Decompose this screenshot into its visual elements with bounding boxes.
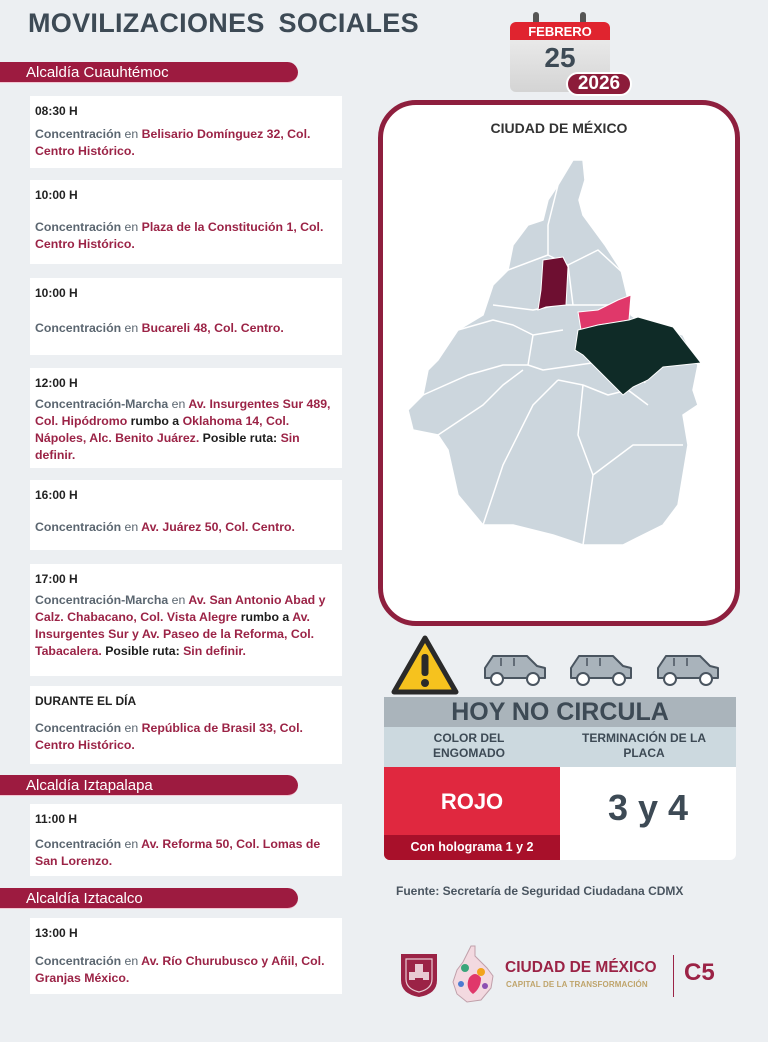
section-header-iztacalco: Alcaldía Iztacalco bbox=[0, 888, 298, 909]
event-description: Concentración en Av. Río Churubusco y Añil, Col. Granjas México. bbox=[35, 954, 325, 985]
cdmx-shield-logo bbox=[399, 952, 439, 998]
event-card bbox=[30, 278, 342, 355]
event-description: Concentración-Marcha en Av. San Antonio Abad y Calz. Chabacano, Col. Vista Alegre rumbo a Av. Insurgentes Sur y Av. Paseo de la Reforma, Col. Tabacalera. Posible ruta: Sin definir. bbox=[35, 593, 326, 658]
event-description: Concentración en Plaza de la Constitución 1, Col. Centro Histórico. bbox=[35, 220, 324, 251]
cdmx-map bbox=[383, 105, 735, 621]
warning-icon bbox=[390, 634, 460, 696]
event-card bbox=[30, 804, 342, 876]
sticker-color: ROJO bbox=[440, 789, 504, 814]
event-time: DURANTE EL DÍA bbox=[35, 694, 137, 708]
sticker-color-box bbox=[384, 767, 560, 860]
event-card bbox=[30, 918, 342, 994]
cdmx-map-logo bbox=[451, 944, 495, 1004]
cdmx-logo-title: CIUDAD DE MÉXICO bbox=[505, 959, 657, 976]
hoy-no-circula-title: HOY NO CIRCULA bbox=[384, 697, 736, 727]
event-description: Concentración-Marcha en Av. Insurgentes Sur 489, Col. Hipódromo rumbo a Oklahoma 14, Col. Nápoles, Alc. Benito Juárez. Posible ruta: Sin definir. bbox=[35, 397, 331, 462]
hoy-no-circula-values bbox=[384, 767, 736, 860]
event-description: Concentración en República de Brasil 33, Col. Centro Histórico. bbox=[35, 721, 303, 752]
section-header-iztapalapa: Alcaldía Iztapalapa bbox=[0, 775, 298, 796]
map-panel bbox=[378, 100, 740, 626]
event-description: Concentración en Belisario Domínguez 32, Col. Centro Histórico. bbox=[35, 127, 311, 158]
page-title: MOVILIZACIONES SOCIALES bbox=[28, 8, 419, 38]
calendar-year: 2026 bbox=[566, 72, 632, 96]
event-time: 08:30 H bbox=[35, 104, 78, 118]
calendar-day: 25 bbox=[510, 40, 610, 92]
event-card bbox=[30, 564, 342, 676]
plate-label: TERMINACIÓN DE LA PLACA bbox=[582, 731, 706, 760]
event-time: 10:00 H bbox=[35, 286, 78, 300]
event-time: 16:00 H bbox=[35, 488, 78, 502]
car-icon bbox=[481, 652, 549, 688]
event-time: 13:00 H bbox=[35, 926, 78, 940]
plate-endings: 3 y 4 bbox=[607, 787, 689, 828]
section-header-cuauhtemoc: Alcaldía Cuauhtémoc bbox=[0, 62, 298, 83]
cdmx-logo-subtitle: CAPITAL DE LA TRANSFORMACIÓN bbox=[506, 980, 648, 989]
c5-logo: C5 bbox=[684, 959, 715, 986]
calendar-icon bbox=[508, 12, 621, 96]
event-description: Concentración en Bucareli 48, Col. Centro. bbox=[35, 321, 284, 335]
calendar-month: FEBRERO bbox=[510, 22, 610, 40]
color-label: COLOR DEL ENGOMADO bbox=[433, 731, 505, 760]
source-text: Fuente: Secretaría de Seguridad Ciudadana CDMX bbox=[396, 884, 684, 898]
event-description: Concentración en Av. Reforma 50, Col. Lomas de San Lorenzo. bbox=[35, 837, 321, 868]
event-time: 12:00 H bbox=[35, 376, 78, 390]
event-card bbox=[30, 96, 342, 168]
event-card bbox=[30, 180, 342, 264]
event-time: 10:00 H bbox=[35, 188, 78, 202]
hoy-no-circula-labels bbox=[384, 727, 736, 767]
car-icon bbox=[567, 652, 635, 688]
event-card bbox=[30, 480, 342, 550]
event-time: 11:00 H bbox=[35, 812, 78, 826]
map-title: CIUDAD DE MÉXICO bbox=[490, 120, 628, 136]
event-card bbox=[30, 686, 342, 764]
car-icon bbox=[654, 652, 722, 688]
event-card bbox=[30, 368, 342, 468]
hologram-note: Con holograma 1 y 2 bbox=[384, 835, 560, 860]
map-region-cuauhtemoc bbox=[538, 257, 568, 310]
event-description: Concentración en Av. Juárez 50, Col. Centro. bbox=[35, 520, 295, 534]
logo-divider bbox=[673, 955, 674, 997]
event-time: 17:00 H bbox=[35, 572, 78, 586]
